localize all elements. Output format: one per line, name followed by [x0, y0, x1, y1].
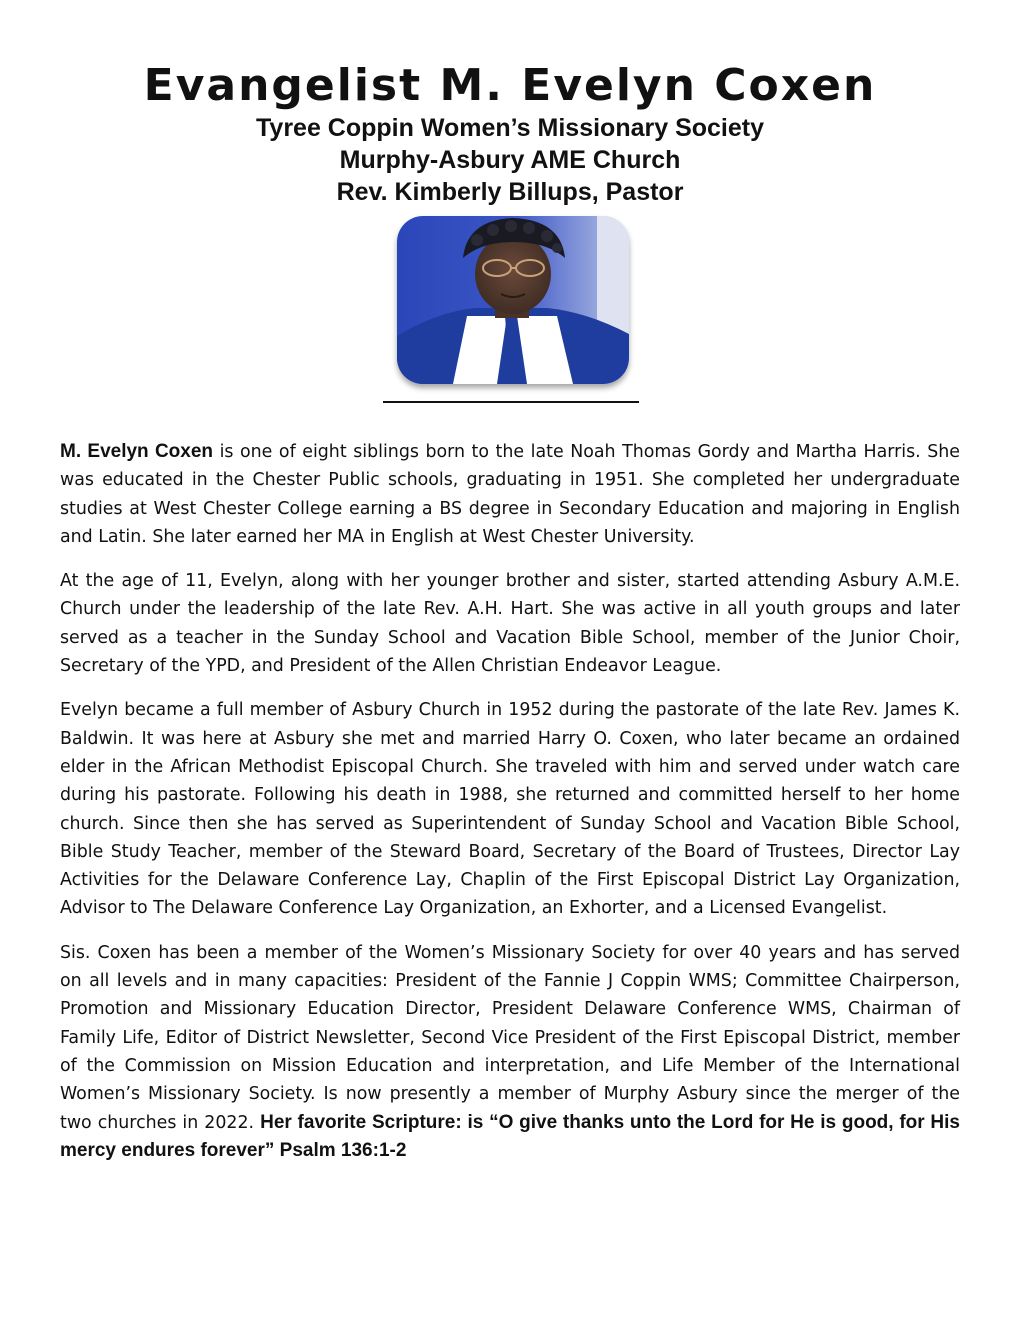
church-name: Murphy-Asbury AME Church [339, 146, 681, 174]
biography [60, 438, 960, 1181]
paragraph-1 [60, 438, 960, 551]
paragraph-1-text: is one of eight siblings born to the late Noah Thomas Gordy and Martha Harris. She was educated in the Chester Public schools, graduating in 1951. She completed her undergraduate studies at West Chester College earning a BS degree in Secondary Education and majoring in English and Latin. She later earned her MA in English at West Chester University. [60, 442, 960, 547]
pastor-name: Rev. Kimberly Billups, Pastor [336, 178, 684, 206]
favorite-scripture: Her favorite Scripture: is “O give thanks unto the Lord for He is good, for His mercy endures forever” Psalm 136:1-2 [60, 1111, 960, 1161]
paragraph-3: Evelyn became a full member of Asbury Church in 1952 during the pastorate of the late Rev. James K. Baldwin. It was here at Asbury she met and married Harry O. Coxen, who later became an ordained elder in the African Methodist Episcopal Church. She traveled with him and served under watch care during his pastorate. Following his death in 1988, she returned and committed herself to her home church. Since then she has served as Superintendent of Sunday School and Vacation Bible School, Bible Study Teacher, member of the Steward Board, Secretary of the Board of Trustees, Director Lay Activities for the Delaware Conference Lay, Chaplin of the First Episcopal District Lay Organization, Advisor to The Delaware Conference Lay Organization, an Exhorter, and a Licensed Evangelist. [60, 700, 960, 919]
page-title: Evangelist M. Evelyn Coxen [143, 60, 877, 111]
paragraph-4 [60, 939, 960, 1165]
divider-line [383, 401, 639, 403]
society-name: Tyree Coppin Women’s Missionary Society [256, 114, 764, 142]
subject-name: M. Evelyn Coxen [60, 441, 214, 462]
paragraph-4-text: Sis. Coxen has been a member of the Women’s Missionary Society for over 40 years and has served on all levels and in many capacities: President of the Fannie J Coppin WMS; Committee Chairperson, Promotion and Missionary Education Director, President Delaware Conference WMS, Chairman of Family Life, Editor of District Newsletter, Second Vice President of the First Episcopal District, member of the Commission on Mission Education and interpretation, and Life Member of the International Women’s Missionary Society. Is now presently a member of Murphy Asbury since the merger of the two churches in 2022. [60, 942, 960, 1133]
portrait-photo [397, 216, 629, 384]
paragraph-2: At the age of 11, Evelyn, along with her younger brother and sister, started attending Asbury A.M.E. Church under the leadership of the late Rev. A.H. Hart. She was active in all youth groups and later served as a teacher in the Sunday School and Vacation Bible School, member of the Junior Choir, Secretary of the YPD, and President of the Allen Christian Endeavor League. [60, 571, 960, 677]
